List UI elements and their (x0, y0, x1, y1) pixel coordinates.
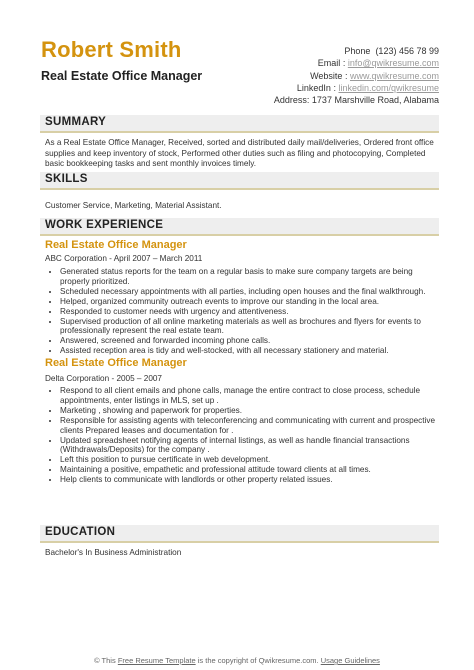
phone-label: Phone (344, 46, 371, 56)
summary-heading: SUMMARY (45, 116, 107, 128)
contact-linkedin-row: LinkedIn : linkedin.com/qwikresume (296, 82, 439, 93)
address-label: Address (273, 95, 307, 106)
list-item: • Marketing , showing and paperwork for properties. (60, 406, 440, 416)
usage-guidelines-link[interactable]: Usage Guidelines (320, 656, 380, 665)
linkedin-label: LinkedIn (296, 82, 331, 93)
education-heading: EDUCATION (45, 526, 116, 538)
job-2-title: Real Estate Office Manager (45, 357, 187, 369)
contact-address-row: Address: 1737 Marshville Road, Alabama (273, 95, 439, 106)
job-1-meta: ABC Corporation - April 2007 – March 2011 (45, 254, 203, 263)
skills-heading-bar (40, 172, 439, 190)
copyright-footer (0, 656, 474, 665)
footer-prefix: © This (94, 656, 116, 665)
job-1-title: Real Estate Office Manager (45, 239, 187, 251)
email-link[interactable]: info@qwikresume.com (347, 58, 439, 69)
experience-heading-bar (40, 218, 439, 236)
free-resume-template-link[interactable]: Free Resume Template (117, 656, 196, 665)
footer-middle: is the copyright of Qwikresume.com. (197, 656, 319, 665)
contact-phone-row (209, 45, 439, 57)
linkedin-link[interactable]: linkedin.com/qwikresume (338, 82, 439, 93)
candidate-job-title: Real Estate Office Manager (41, 69, 203, 83)
list-item: • Updated spreadsheet notifying agents of internal listings, as well as handle financial transactions (Withdrawals/Deposits) for the company . (60, 436, 440, 456)
candidate-name: Robert Smith (41, 37, 182, 62)
education-heading-bar (40, 525, 439, 543)
education-text: Bachelor's In Business Administration (45, 548, 182, 557)
list-item: • Scheduled necessary appointments with all parties, including open houses and the final walkthrough. (60, 287, 440, 297)
job-2-meta: Delta Corporation - 2005 – 2007 (45, 374, 162, 383)
list-item: • Maintaining a positive, empathetic and professional attitude toward clients at all times. (60, 465, 440, 475)
list-item: • Responsible for assisting agents with teleconferencing and communicating with current and prospective clients Prepared leases and documentation for . (60, 416, 440, 436)
address-value: 1737 Marshville Road, Alabama (311, 95, 439, 106)
skills-text: Customer Service, Marketing, Material Assistant. (45, 201, 222, 210)
contact-block (209, 45, 439, 106)
list-item: • Supervised production of all online marketing materials as well as brochures and flyers for events to professionally represent the real estate team. (60, 317, 440, 337)
list-item: • Helped, organized community outreach events to improve our standing in the local area. (60, 297, 440, 307)
list-item: • Answered, screened and forwarded incoming phone calls. (60, 336, 440, 346)
job-1-bullets (45, 267, 440, 356)
skills-heading: SKILLS (45, 173, 88, 185)
list-item: • Generated status reports for the team on a regular basis to make sure company targets are being properly prioritized. (60, 267, 440, 287)
summary-text: As a Real Estate Office Manager, Received, sorted and distributed daily mail/deliveries, Ordered front office supplies and keep inventory of stock, Performed other duties such as filing and photocopying, Completed basic bookkeeping tasks and sent monthly invoices timely. (45, 138, 434, 169)
phone-value: (123) 456 78 99 (375, 46, 439, 56)
website-label: Website (310, 70, 343, 81)
email-label: Email (317, 58, 341, 69)
contact-email-row: Email : info@qwikresume.com (317, 58, 439, 69)
list-item: • Assisted reception area is tidy and well-stocked, with all necessary stationery and material. (60, 346, 440, 356)
summary-heading-bar (40, 115, 439, 133)
job-2-bullets (45, 386, 440, 485)
list-item: • Help clients to communicate with landlords or other property related issues. (60, 475, 440, 485)
experience-heading: WORK EXPERIENCE (45, 219, 164, 231)
list-item: • Responded to customer needs with urgency and attentiveness. (60, 307, 440, 317)
website-link[interactable]: www.qwikresume.com (349, 70, 439, 81)
list-item: • Left this position to pursue certificate in web development. (60, 455, 440, 465)
contact-website-row: Website : www.qwikresume.com (310, 70, 439, 81)
list-item: • Respond to all client emails and phone calls, manage the entire contract to close process, schedule appointments, enter listings in MLS, set up . (60, 386, 440, 406)
